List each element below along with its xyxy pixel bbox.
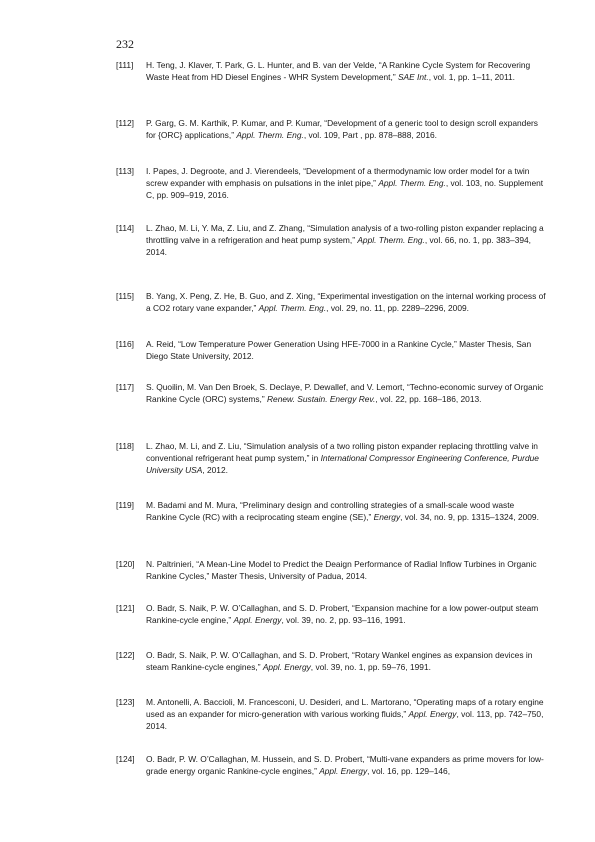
reference-venue: SAE Int. [397, 72, 429, 82]
reference-text [146, 499, 546, 523]
reference-text [146, 117, 546, 141]
reference-entry [116, 59, 546, 83]
reference-number: [123] [116, 697, 135, 707]
reference-segment: B. Yang, X. Peng, Z. He, B. Guo, and Z. Xing, “Experimental investigation on the internal working process of a CO2 rotary vane expander,” [146, 291, 546, 313]
reference-venue: Appl. Therm. Eng. [357, 235, 425, 245]
reference-entry [116, 602, 546, 626]
reference-text [146, 602, 546, 626]
reference-text [146, 222, 546, 258]
reference-text [146, 696, 546, 732]
page-number: 232 [116, 37, 134, 51]
reference-segment: , vol. 16, pp. 129–146, [367, 766, 451, 776]
reference-number: [116] [116, 339, 135, 349]
reference-number: [122] [116, 650, 135, 660]
reference-entry [116, 222, 546, 258]
reference-segment: M. Antonelli, A. Baccioli, M. Francesconi, U. Desideri, and L. Martorano, “Operating maps of a rotary engine used as an expander for micro-generation with various working fluids,” [146, 697, 544, 719]
reference-entry [116, 338, 546, 362]
reference-text [146, 753, 546, 777]
reference-segment: , vol. 22, pp. 168–186, 2013. [375, 394, 482, 404]
reference-segment: M. Badami and M. Mura, “Preliminary design and controlling strategies of a small-scale wood waste Rankine Cycle (RC) with a reciprocating steam engine (SE),” [146, 500, 515, 522]
reference-text [146, 649, 546, 673]
reference-entry [116, 753, 546, 777]
reference-venue: Appl. Therm. Eng. [378, 178, 446, 188]
reference-segment: S. Quoilin, M. Van Den Broek, S. Declaye, P. Dewallef, and V. Lemort, “Techno-economic survey of Organic Rankine Cycle (ORC) systems,” [146, 382, 544, 404]
reference-segment: , vol. 34, no. 9, pp. 1315–1324, 2009. [400, 512, 539, 522]
reference-venue: Appl. Therm. Eng. [236, 130, 304, 140]
reference-venue: International Compressor Engineering Conference, Purdue University USA [146, 453, 539, 475]
reference-number: [113] [116, 166, 135, 176]
reference-segment: , vol. 109, Part , pp. 878–888, 2016. [303, 130, 437, 140]
reference-segment: , vol. 39, no. 2, pp. 93–116, 1991. [281, 615, 406, 625]
reference-segment: H. Teng, J. Klaver, T. Park, G. L. Hunter, and B. van der Velde, “A Rankine Cycle System for Recovering Waste Heat from HD Diesel Engines - WHR System Development,” [146, 60, 531, 82]
reference-segment: , vol. 39, no. 1, pp. 59–76, 1991. [310, 662, 431, 672]
reference-segment: O. Badr, S. Naik, P. W. O’Callaghan, and S. D. Probert, “Rotary Wankel engines as expansion devices in steam Rankine-cycle engines,” [146, 650, 533, 672]
reference-number: [124] [116, 754, 135, 764]
reference-segment: N. Paltrinieri, “A Mean-Line Model to Predict the Deaign Performance of Radial Inflow Turbines in Organic Rankine Cycles,” Master Thesis, University of Padua, 2014. [146, 559, 537, 581]
reference-segment: , vol. 29, no. 11, pp. 2289–2296, 2009. [326, 303, 469, 313]
reference-venue: Energy [373, 512, 401, 522]
reference-segment: A. Reid, “Low Temperature Power Generation Using HFE-7000 in a Rankine Cycle,” Master Thesis, San Diego State University, 2012. [146, 339, 532, 361]
reference-entry [116, 290, 546, 314]
reference-segment: , vol. 103, no. Supplement C, pp. 909–919, 2016. [146, 178, 544, 200]
reference-text [146, 290, 546, 314]
reference-venue: Appl. Energy [408, 709, 457, 719]
reference-venue: Appl. Therm. Eng. [258, 303, 327, 313]
reference-segment: P. Garg, G. M. Karthik, P. Kumar, and P. Kumar, “Development of a generic tool to design scroll expanders for {ORC} applications,” [146, 118, 538, 140]
reference-segment: , vol. 66, no. 1, pp. 383–394, 2014. [146, 235, 532, 257]
reference-segment: , 2012. [202, 465, 228, 475]
reference-number: [114] [116, 223, 135, 233]
reference-venue: Appl. Energy [319, 766, 368, 776]
reference-number: [111] [116, 60, 134, 70]
reference-segment: I. Papes, J. Degroote, and J. Vierendeels, “Development of a thermodynamic low order model for a twin screw expander with emphasis on pulsations in the inlet pipe,” [146, 166, 530, 188]
reference-entry [116, 558, 546, 582]
reference-segment: L. Zhao, M. Li, and Z. Liu, “Simulation analysis of a two rolling piston expander replacing throttling valve in conventional refrigerant heat pump system,” in [146, 441, 538, 463]
reference-segment: L. Zhao, M. Li, Y. Ma, Z. Liu, and Z. Zhang, “Simulation analysis of a two-rolling piston expander replacing a throttling valve in a refrigeration and heat pump system,” [146, 223, 544, 245]
reference-number: [112] [116, 118, 135, 128]
reference-entry [116, 165, 546, 201]
reference-text [146, 381, 546, 405]
reference-text [146, 165, 546, 201]
reference-number: [119] [116, 500, 135, 510]
reference-number: [117] [116, 382, 135, 392]
reference-entry [116, 381, 546, 405]
reference-text [146, 440, 546, 476]
reference-segment: O. Badr, P. W. O’Callaghan, M. Hussein, and S. D. Probert, “Multi-vane expanders as prime movers for low-grade energy organic Rankine-cycle engines,” [146, 754, 544, 776]
reference-text [146, 338, 546, 362]
reference-entry [116, 649, 546, 673]
reference-segment: , vol. 113, pp. 742–750, 2014. [146, 709, 544, 731]
reference-entry [116, 696, 546, 732]
reference-number: [118] [116, 441, 135, 451]
reference-venue: Appl. Energy [262, 662, 311, 672]
reference-segment: O. Badr, S. Naik, P. W. O’Callaghan, and S. D. Probert, “Expansion machine for a low power-output steam Rankine-cycle engine,” [146, 603, 539, 625]
reference-text [146, 59, 546, 83]
reference-number: [121] [116, 603, 135, 613]
reference-number: [120] [116, 559, 135, 569]
reference-entry [116, 117, 546, 141]
reference-text [146, 558, 546, 582]
reference-segment: , vol. 1, pp. 1–11, 2011. [428, 72, 515, 82]
reference-entry [116, 499, 546, 523]
reference-entry [116, 440, 546, 476]
reference-number: [115] [116, 291, 135, 301]
reference-venue: Appl. Energy [233, 615, 282, 625]
reference-venue: Renew. Sustain. Energy Rev. [267, 394, 376, 404]
